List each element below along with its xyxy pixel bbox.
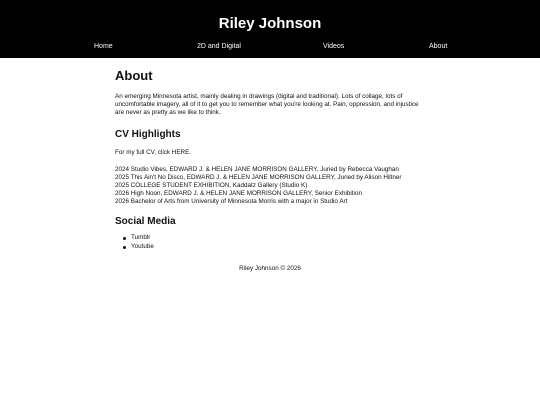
about-text: An emerging Minnesota artist, mainly dealing in drawings (digital and traditional). Lots of collage, lots of uncomfortable imagery, all of it to get you to remember what you're looking at. Pain, oppression, and injustice are never as pretty as we like to think. xyxy=(115,93,419,116)
main-content xyxy=(115,68,427,251)
youtube-link[interactable]: Youtube xyxy=(131,242,154,250)
social-links-list xyxy=(115,234,427,251)
nav-2d-digital-link[interactable]: 2D and Digital xyxy=(197,43,241,50)
footer-copyright: Riley Johnson © 2026 xyxy=(239,265,301,272)
site-header xyxy=(0,0,540,58)
cv-item: 2025 This Ain't No Disco, EDWARD J. & HELEN JANE MORRISON GALLERY, Juried by Alison Hiltner xyxy=(115,174,402,181)
cv-full-link[interactable]: For my full CV, click HERE. xyxy=(115,149,192,156)
nav-home-link[interactable]: Home xyxy=(94,43,113,50)
about-heading: About xyxy=(115,68,153,83)
list-item xyxy=(131,243,427,252)
nav-videos-link[interactable]: Videos xyxy=(323,43,345,50)
cv-item: 2024 Studio Vibes, EDWARD J. & HELEN JANE MORRISON GALLERY, Juried by Rebecca Vaughan xyxy=(115,166,399,173)
cv-item: 2026 High Noon, EDWARD J. & HELEN JANE MORRISON GALLERY, Senior Exhibition xyxy=(115,190,362,197)
site-title: Riley Johnson xyxy=(218,15,322,32)
cv-heading: CV Highlights xyxy=(115,129,181,140)
nav-about-link[interactable]: About xyxy=(429,43,448,50)
cv-list xyxy=(115,166,427,206)
cv-item: 2025 COLLEGE STUDENT EXHIBITION, Kaddatz Gallery (Studio K) xyxy=(115,182,308,189)
list-item xyxy=(131,234,427,243)
main-nav xyxy=(0,42,540,52)
tumblr-link[interactable]: Tumblr xyxy=(131,234,151,241)
social-media-heading: Social Media xyxy=(115,216,176,227)
cv-item: 2026 Bachelor of Arts from University of Minnesota Morris with a major in Studio Art xyxy=(115,198,348,205)
